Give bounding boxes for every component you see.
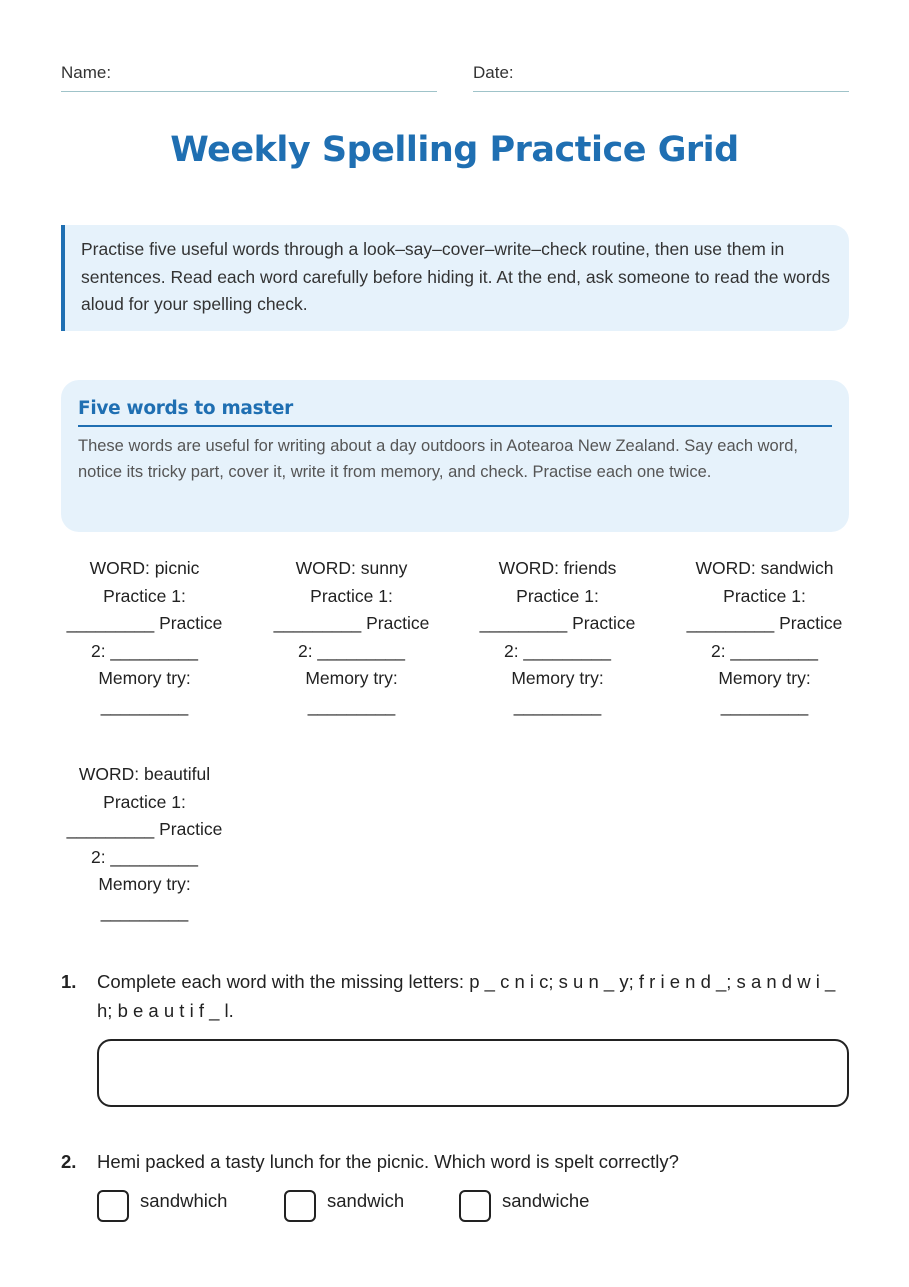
- question-1: [61, 967, 849, 1025]
- practice-1-blank: _________ Practice: [479, 613, 636, 634]
- words-panel-text: These words are useful for writing about a day outdoors in Aotearoa New Zealand. Say each word, notice its tricky part, cover it, write it from memory, and check. Practise each one twice.: [78, 437, 798, 481]
- grid-cell-sandwich[interactable]: [681, 555, 848, 721]
- grid-word: WORD: sunny: [295, 558, 408, 578]
- practice-1-label: Practice 1:: [103, 791, 186, 812]
- words-panel: [61, 380, 849, 532]
- memory-blank: _________: [720, 695, 809, 716]
- practice-2-blank: 2: _________: [90, 846, 199, 867]
- grid-cell-friends[interactable]: [474, 555, 641, 721]
- practice-2-blank: 2: _________: [297, 640, 406, 661]
- practice-1-label: Practice 1:: [723, 585, 806, 606]
- memory-label: Memory try:: [305, 668, 398, 689]
- date-field[interactable]: [473, 60, 849, 92]
- grid-cell-beautiful[interactable]: [61, 761, 228, 927]
- date-label: Date:: [473, 63, 514, 82]
- header-fields: [61, 60, 849, 92]
- question-2: [61, 1147, 849, 1176]
- memory-label: Memory try:: [98, 668, 191, 689]
- grid-cell-picnic[interactable]: [61, 555, 228, 721]
- memory-label: Memory try:: [98, 874, 191, 895]
- memory-blank: _________: [513, 695, 602, 716]
- name-label: Name:: [61, 63, 112, 82]
- words-panel-heading: Five words to master: [78, 398, 832, 427]
- practice-1-label: Practice 1:: [516, 585, 599, 606]
- answer-box[interactable]: [97, 1039, 849, 1107]
- question-text: Complete each word with the missing letters: p _ c n i c; s u n _ y; f r i e n d _; s a n d w i _ h; b e a u t i f _ l.: [97, 971, 836, 1021]
- memory-label: Memory try:: [718, 668, 811, 689]
- checkbox-icon[interactable]: [284, 1190, 316, 1222]
- practice-1-blank: _________ Practice: [273, 613, 430, 634]
- practice-2-blank: 2: _________: [710, 640, 819, 661]
- grid-word: WORD: friends: [498, 558, 617, 578]
- practice-1-label: Practice 1:: [310, 585, 393, 606]
- practice-1-blank: _________ Practice: [686, 613, 843, 634]
- grid-word: WORD: sandwich: [695, 558, 834, 578]
- memory-label: Memory try:: [511, 668, 604, 689]
- name-field[interactable]: [61, 60, 437, 92]
- grid-word: WORD: picnic: [89, 558, 200, 578]
- memory-blank: _________: [307, 695, 396, 716]
- question-text: Hemi packed a tasty lunch for the picnic. Which word is spelt correctly?: [97, 1151, 679, 1172]
- memory-blank: _________: [100, 901, 189, 922]
- question-number: 1.: [61, 971, 77, 992]
- memory-blank: _________: [100, 695, 189, 716]
- checkbox-icon[interactable]: [97, 1190, 129, 1222]
- grid-word: WORD: beautiful: [78, 764, 211, 784]
- question-number: 2.: [61, 1151, 77, 1172]
- practice-1-label: Practice 1:: [103, 585, 186, 606]
- option-label: sandwhich: [140, 1190, 228, 1211]
- option-label: sandwiche: [502, 1190, 590, 1211]
- practice-2-blank: 2: _________: [90, 640, 199, 661]
- grid-cell-sunny[interactable]: [268, 555, 435, 721]
- intro-callout: Practise five useful words through a look–say–cover–write–check routine, then use them in sentences. Read each word carefully before hiding it. At the end, ask someone to read the words aloud for your spelling check.: [61, 225, 849, 331]
- practice-1-blank: _________ Practice: [66, 613, 223, 634]
- option-label: sandwich: [327, 1190, 405, 1211]
- page-title: Weekly Spelling Practice Grid: [170, 130, 739, 170]
- checkbox-icon[interactable]: [459, 1190, 491, 1222]
- practice-2-blank: 2: _________: [503, 640, 612, 661]
- practice-1-blank: _________ Practice: [66, 819, 223, 840]
